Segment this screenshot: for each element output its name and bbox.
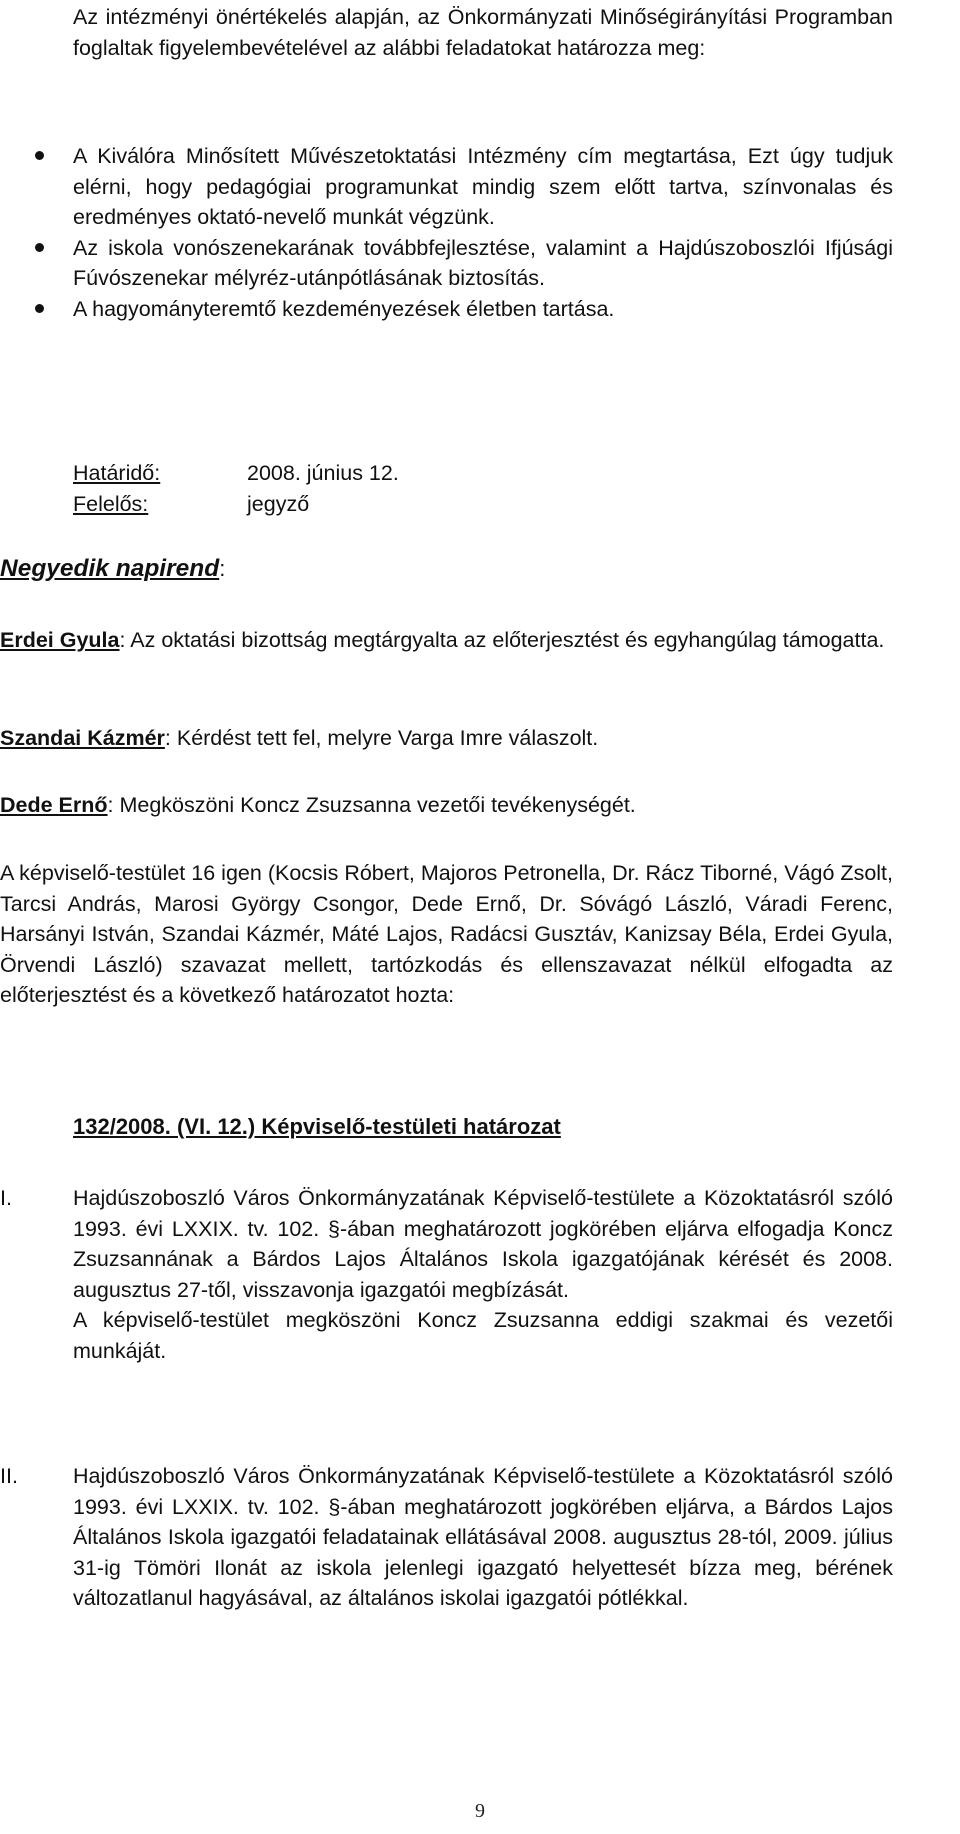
- speaker-paragraph: [0, 723, 893, 754]
- speaker-text: : Kérdést tett fel, melyre Varga Imre válaszolt.: [164, 726, 599, 750]
- speaker-text: : Az oktatási bizottság megtárgyalta az előterjesztést és egyhangúlag támogatta.: [119, 628, 885, 652]
- speaker-paragraph: [0, 790, 893, 821]
- agenda-heading-title: Negyedik napirend: [0, 555, 220, 582]
- speaker-text: : Megköszöni Koncz Zsuzsanna vezetői tevékenységét.: [107, 793, 636, 817]
- agenda-heading: [0, 555, 225, 583]
- resolution-item-body: [73, 1183, 893, 1366]
- resolution-item-text-2: A képviselő-testület megköszöni Koncz Zsuzsanna eddigi szakmai és vezetői munkáját.: [73, 1308, 893, 1363]
- resolution-title: 132/2008. (VI. 12.) Képviselő-testületi határozat: [73, 1114, 561, 1139]
- responsible-label: Felelős:: [73, 491, 149, 516]
- bullet-icon: [35, 243, 44, 252]
- resolution-item-number: II.: [0, 1464, 18, 1488]
- list-item: [73, 294, 893, 325]
- resolution-item: [0, 1183, 893, 1366]
- list-item: [73, 233, 893, 294]
- speaker-paragraph: [0, 625, 893, 656]
- task-list: [73, 141, 893, 324]
- speaker-name: Dede Ernő: [0, 793, 108, 817]
- agenda-heading-colon: :: [219, 556, 226, 581]
- resolution-item: [0, 1461, 893, 1614]
- page-number: 9: [475, 1800, 485, 1822]
- deadline-value: 2008. június 12.: [247, 461, 399, 485]
- resolution-item-number: I.: [0, 1186, 12, 1210]
- speaker-name: Szandai Kázmér: [0, 726, 165, 750]
- list-item-text: A hagyományteremtő kezdeményezések életben tartása.: [73, 296, 615, 321]
- deadline-label: Határidő:: [73, 461, 161, 485]
- bullet-icon: [35, 304, 44, 313]
- list-item-text: A Kiválóra Minősített Művészetoktatási Intézmény cím megtartása, Ezt úgy tudjuk elérni, hogy pedagógiai programunkat mindig szem előtt tartva, színvonalas és eredményes oktató-nevelő munkát végzünk.: [73, 144, 893, 229]
- list-item-text: Az iskola vonószenekarának továbbfejlesztése, valamint a Hajdúszoboszlói Ifjúsági Fúvószenekar mélyréz-utánpótlásának biztosítás.: [73, 235, 893, 290]
- vote-paragraph: A képviselő-testület 16 igen (Kocsis Róbert, Majoros Petronella, Dr. Rácz Tiborné, Vágó Zsolt, Tarcsi András, Marosi György Csongor, Dede Ernő, Dr. Sóvágó László, Váradi Ferenc, Harsányi István, Szandai Kázmér, Máté Lajos, Radácsi Gusztáv, Kanizsay Béla, Erdei Gyula, Örvendi László) szavazat mellett, tartózkodás és ellenszavazat nélkül elfogadta az előterjesztést és a következő határozatot hozta:: [0, 861, 893, 1007]
- responsible-value: jegyző: [247, 491, 310, 516]
- resolution-item-text: Hajdúszoboszló Város Önkormányzatának Képviselő-testülete a Közoktatásról szóló 1993. évi LXXIX. tv. 102. §-ában meghatározott jogkörében eljárva elfogadja Koncz Zsuzsannának a Bárdos Lajos Általános Iskola igazgatójának kérését és 2008. augusztus 27-től, visszavonja igazgatói megbízását.: [73, 1186, 893, 1302]
- bullet-icon: [35, 151, 44, 160]
- deadline-block: [73, 458, 399, 519]
- list-item: [73, 141, 893, 233]
- intro-paragraph: Az intézményi önértékelés alapján, az Önkormányzati Minőségirányítási Programban foglaltak figyelembevételével az alábbi feladatokat határozza meg:: [73, 5, 893, 60]
- speaker-name: Erdei Gyula: [0, 628, 120, 652]
- resolution-item-text: Hajdúszoboszló Város Önkormányzatának Képviselő-testülete a Közoktatásról szóló 1993. évi LXXIX. tv. 102. §-ában meghatározott jogkörében eljárva, a Bárdos Lajos Általános Iskola igazgatói feladatainak ellátásával 2008. augusztus 28-tól, 2009. július 31-ig Tömöri Ilonát az iskola jelenlegi igazgató helyettesét bízza meg, bérének változatlanul hagyásával, az általános iskolai igazgatói pótlékkal.: [73, 1464, 893, 1610]
